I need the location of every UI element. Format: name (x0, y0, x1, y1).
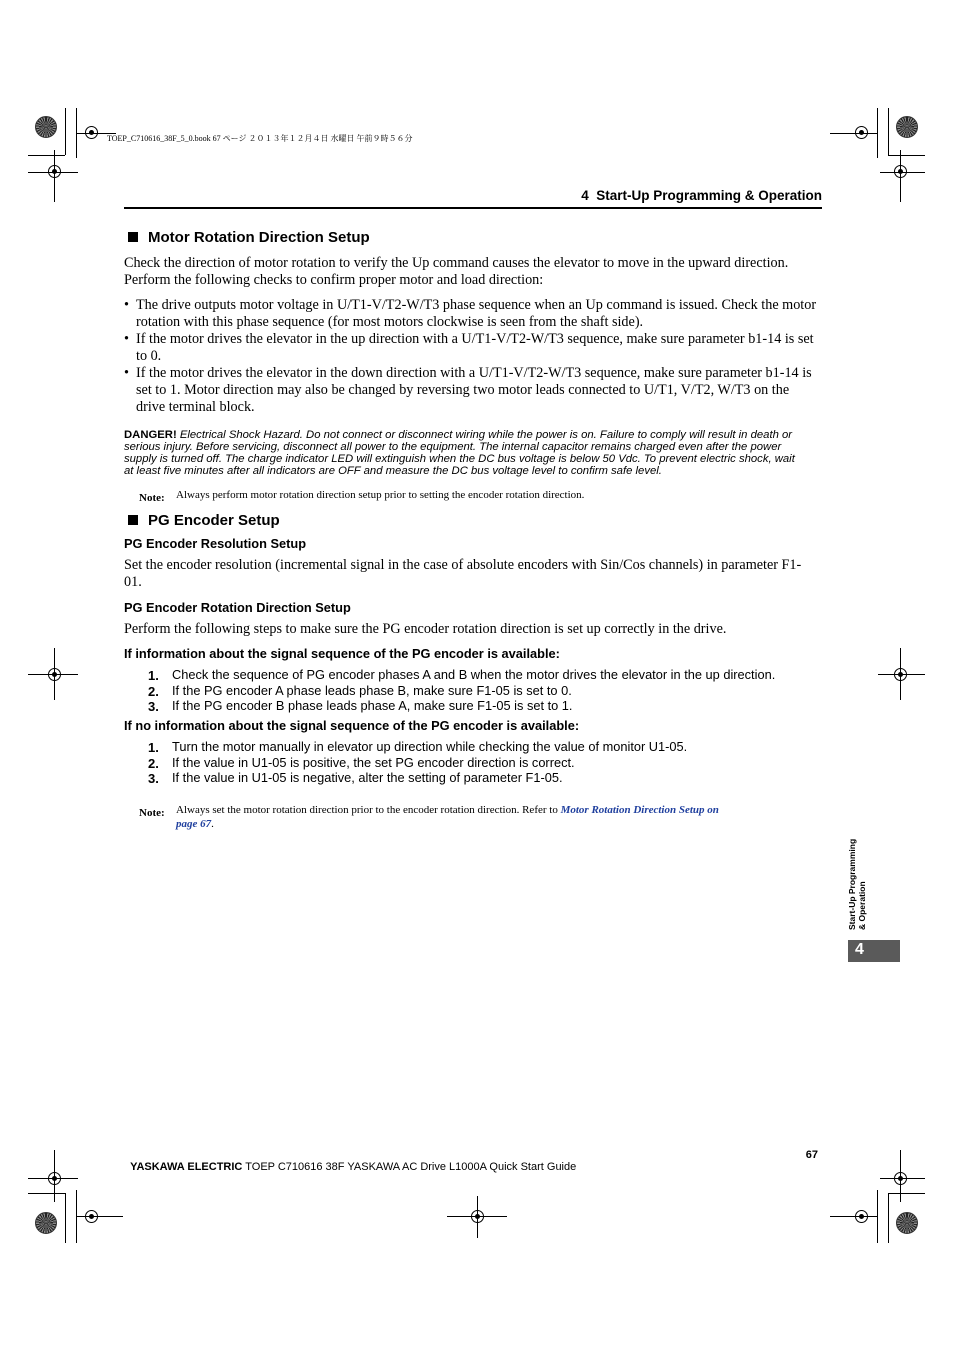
bullet-line: The drive outputs motor voltage in U/T1-V/T2-W/T3 phase sequence when an Up command is issued. Check the motor (136, 297, 817, 313)
step-text: If the value in U1-05 is negative, alter the setting of parameter F1-05. (172, 770, 563, 785)
bullet-line: set to 1. Motor direction may also be changed by reversing two motor leads connected to U/T1, V/T2, W/T3 on the (136, 382, 790, 398)
bullet-line: If the motor drives the elevator in the up direction with a U/T1-V/T2-W/T3 sequence, make sure parameter b1-14 is set (136, 331, 814, 347)
square-bullet-icon (128, 515, 138, 525)
square-bullet-icon (128, 232, 138, 242)
danger-label: DANGER! (124, 429, 177, 441)
bullet-line: drive terminal block. (136, 399, 255, 415)
paragraph-line: Set the encoder resolution (incremental signal in the case of absolute encoders with Sin/Cos channels) in parameter F1- (124, 557, 802, 573)
note-encoder-direction (139, 803, 719, 830)
section-heading-pg-encoder (128, 512, 280, 529)
danger-text: serious injury. Before servicing, disconnect all power to the equipment. The internal capacitor remains charged even after the power (124, 441, 782, 453)
header-rule (124, 207, 822, 209)
note-text: Always perform motor rotation direction setup prior to setting the encoder rotation direction. (176, 489, 585, 501)
note-motor-direction (139, 488, 585, 506)
bullet-line: rotation with this phase sequence (for most motors clockwise is seen from the shaft side). (136, 314, 644, 330)
step-text: Check the sequence of PG encoder phases A and B when the motor drives the elevator in the up direction. (172, 667, 776, 682)
subheading-resolution: PG Encoder Resolution Setup (124, 536, 307, 551)
case1-steps (148, 667, 776, 714)
note-text: Always set the motor rotation direction prior to the encoder rotation direction. Refer to (176, 804, 561, 816)
bullet-dot-icon: • (124, 365, 129, 381)
case2-steps (148, 739, 688, 786)
rotation-paragraph: Perform the following steps to make sure the PG encoder rotation direction is set up correctly in the drive. (124, 621, 727, 637)
side-tab-label (848, 839, 867, 930)
bullet-dot-icon: • (124, 297, 129, 313)
running-header: 4 Start-Up Programming & Operation (581, 188, 822, 203)
note-label: Note: (139, 807, 165, 819)
footer-document-title: TOEP C710616 38F YASKAWA AC Drive L1000A Quick Start Guide (242, 1161, 577, 1173)
page-reference-link[interactable]: page 67 (176, 818, 212, 830)
chapter-tab (848, 940, 900, 962)
section-heading-motor-rotation (128, 229, 370, 246)
danger-text: Electrical Shock Hazard. Do not connect or disconnect wiring while the power is on. Failure to comply will result in death or (176, 429, 793, 441)
danger-text: supply is turned off. The charge indicator LED will extinguish when the DC bus voltage is below 50 Vdc. To prevent electric shock, wait (124, 453, 795, 465)
note-label: Note: (139, 492, 165, 504)
registration-rosette-icon (896, 116, 918, 138)
bullet-line: to 0. (136, 348, 162, 364)
step-text: If the PG encoder A phase leads phase B, make sure F1-05 is set to 0. (172, 682, 572, 698)
section-title: Motor Rotation Direction Setup (148, 229, 370, 246)
bullet-item (124, 331, 822, 365)
step-item (148, 698, 573, 714)
step-item (148, 739, 688, 755)
step-item (148, 754, 575, 771)
step-number: 3. (148, 771, 159, 786)
intro-paragraph (124, 255, 822, 289)
bullet-dot-icon: • (124, 331, 129, 347)
section-title: PG Encoder Setup (148, 512, 280, 529)
side-tab-line: & Operation (856, 881, 867, 930)
resolution-paragraph (124, 557, 822, 591)
step-number: 1. (148, 740, 159, 755)
note-text: . (211, 818, 214, 830)
danger-text: at least five minutes after all indicators are OFF and measure the DC bus voltage level to confirm safe level. (124, 465, 662, 477)
footer-doc-info (124, 1149, 576, 1173)
step-item (148, 770, 563, 786)
step-text: Turn the motor manually in elevator up direction while checking the value of monitor U1-05. (172, 739, 688, 754)
danger-notice (124, 429, 824, 477)
step-text: If the PG encoder B phase leads phase A, make sure F1-05 is set to 1. (172, 698, 573, 713)
bullet-line: If the motor drives the elevator in the down direction with a U/T1-V/T2-W/T3 sequence, make sure parameter b1-14 is (136, 365, 812, 381)
registration-rosette-icon (35, 1212, 57, 1234)
paragraph-line: Check the direction of motor rotation to verify the Up command causes the elevator to move in the upward direction. (124, 255, 789, 271)
cross-reference-link[interactable]: Motor Rotation Direction Setup on (560, 804, 719, 816)
paragraph-line: 01. (124, 574, 142, 590)
step-text: If the value in U1-05 is positive, the set PG encoder direction is correct. (172, 754, 575, 770)
subheading-rotation: PG Encoder Rotation Direction Setup (124, 600, 351, 615)
bullet-item (124, 365, 822, 416)
step-item (148, 682, 572, 699)
registration-rosette-icon (35, 116, 57, 138)
case1-heading: If information about the signal sequence of the PG encoder is available: (124, 646, 560, 661)
print-mark: TOEP_C710616_38F_5_0.book 67 ページ ２０１３年１２月４日 水曜日 午前９時５６分 (107, 134, 413, 143)
registration-rosette-icon (896, 1212, 918, 1234)
step-number: 1. (148, 668, 159, 683)
page-number: 67 (805, 1149, 818, 1161)
step-number: 2. (148, 683, 159, 699)
bullet-item (124, 297, 822, 331)
case2-heading: If no information about the signal sequence of the PG encoder is available: (124, 718, 580, 733)
paragraph-line: Perform the following checks to confirm proper motor and load direction: (124, 272, 544, 288)
footer-brand: YASKAWA ELECTRIC (130, 1161, 243, 1173)
step-item (148, 667, 776, 683)
chapter-number: 4 (855, 941, 864, 958)
side-tab-line: Start-Up Programming (847, 838, 857, 930)
step-number: 2. (148, 755, 159, 771)
step-number: 3. (148, 699, 159, 714)
